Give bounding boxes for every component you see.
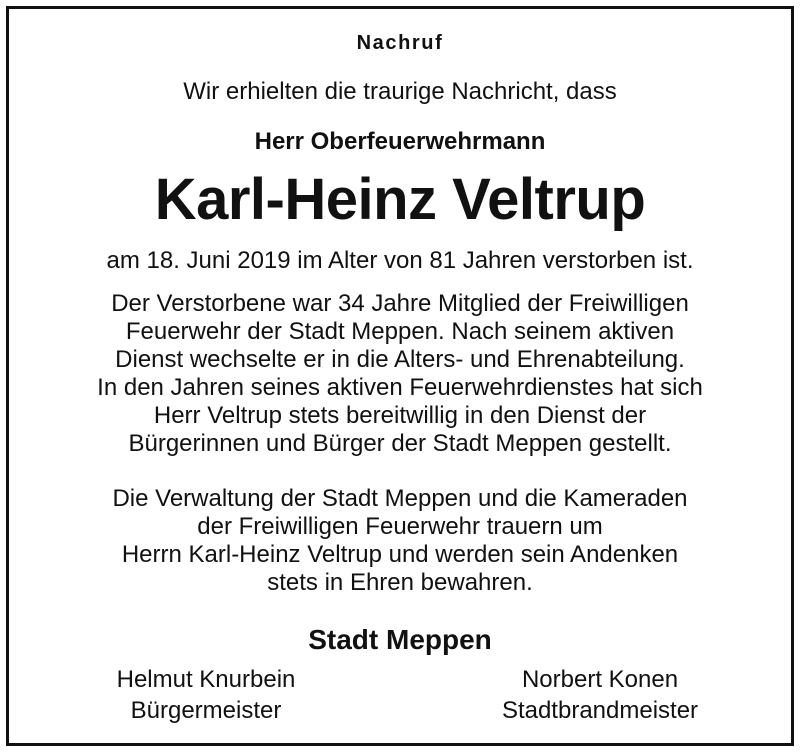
- paragraph1-line: Der Verstorbene war 34 Jahre Mitglied der Freiwilligen: [111, 290, 689, 317]
- paragraph2-line: der Freiwilligen Feuerwehr trauern um: [197, 513, 603, 540]
- date-line: am 18. Juni 2019 im Alter von 81 Jahren verstorben ist.: [106, 247, 694, 274]
- signatory-title: Bürgermeister: [130, 697, 282, 724]
- paragraph1-line: Feuerwehr der Stadt Meppen. Nach seinem aktiven: [125, 318, 675, 345]
- notice-heading: Nachruf: [356, 32, 444, 54]
- paragraph2-line: Die Verwaltung der Stadt Meppen und die Kameraden: [112, 485, 688, 512]
- paragraph1-line: Dienst wechselte er in die Alters- und Ehrenabteilung.: [115, 346, 685, 373]
- intro-line: Wir erhielten die traurige Nachricht, dass: [183, 78, 617, 105]
- organization-name: Stadt Meppen: [308, 624, 492, 655]
- paragraph1-line: In den Jahren seines aktiven Feuerwehrdienstes hat sich: [97, 374, 703, 401]
- signatory-name: Norbert Konen: [521, 666, 679, 693]
- paragraph1-line: Bürgerinnen und Bürger der Stadt Meppen gestellt.: [128, 430, 672, 457]
- signatory-title: Stadtbrandmeister: [501, 697, 699, 724]
- deceased-name: Karl-Heinz Veltrup: [154, 167, 646, 232]
- deceased-rank: Herr Oberfeuerwehrmann: [254, 128, 546, 155]
- paragraph2-line: Herrn Karl-Heinz Veltrup und werden sein Andenken: [121, 541, 679, 568]
- paragraph1-line: Herr Veltrup stets bereitwillig in den Dienst der: [153, 402, 647, 429]
- signatory-name: Helmut Knurbein: [116, 666, 296, 693]
- paragraph2-line: stets in Ehren bewahren.: [267, 569, 533, 596]
